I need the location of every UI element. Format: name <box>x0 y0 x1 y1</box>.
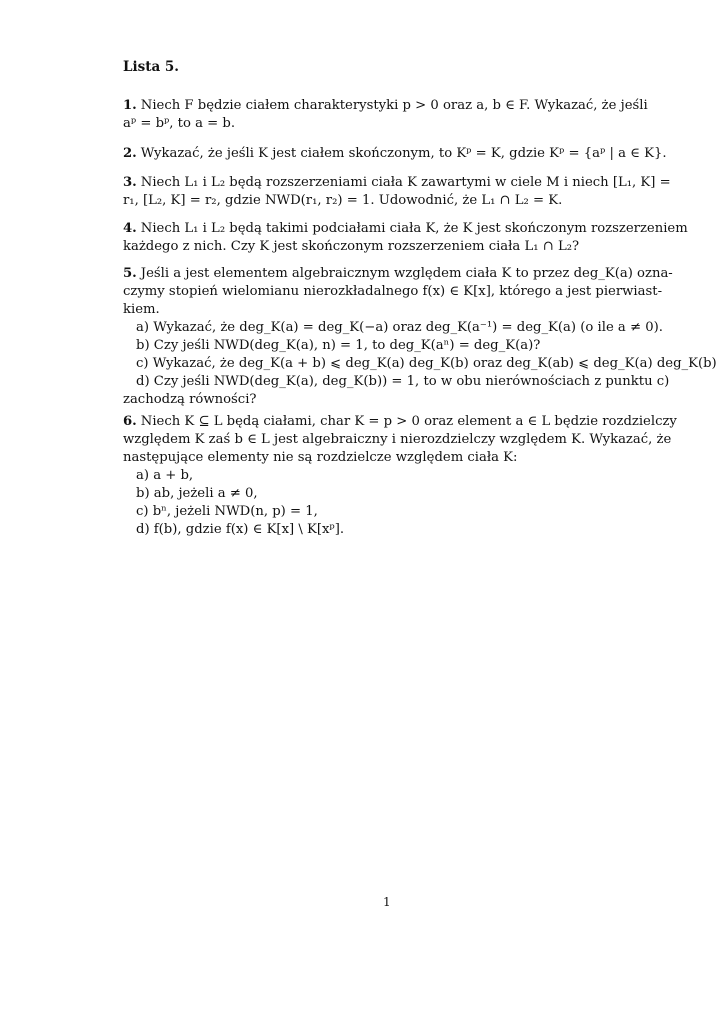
page-number: 1 <box>383 895 391 909</box>
problem-5-sub-a: a) Wykazać, że deg_K(a) = deg_K(−a) oraz deg_K(a⁻¹) = deg_K(a) (o ile a ≠ 0). <box>136 320 663 335</box>
problem-1-line-1: 1. Niech F będzie ciałem charakterystyki p > 0 oraz a, b ∈ F. Wykazać, że jeśli <box>123 98 648 113</box>
problem-3-line-1: 3. Niech L₁ i L₂ będą rozszerzeniami ciała K zawartymi w ciele M i niech [L₁, K] = <box>123 175 671 190</box>
problem-6-line-2: względem K zaś b ∈ L jest algebraiczny i nierozdzielczy względem K. Wykazać, że <box>123 432 672 447</box>
problem-4 <box>123 220 688 256</box>
problem-5-tail: zachodzą równości? <box>123 392 257 407</box>
problem-6-sub-c: c) bⁿ, jeżeli NWD(n, p) = 1, <box>136 504 318 519</box>
problem-5-line-2: czymy stopień wielomianu nierozkładalnego f(x) ∈ K[x], którego a jest pierwiast- <box>123 284 663 299</box>
problem-4-line-1: 4. Niech L₁ i L₂ będą takimi podciałami ciała K, że K jest skończonym rozszerzeniem <box>123 221 688 236</box>
problem-number: 5. <box>123 266 137 281</box>
problem-6-sub-a: a) a + b, <box>136 468 194 483</box>
problem-6-line-3: następujące elementy nie są rozdzielcze względem ciała K: <box>123 450 518 465</box>
problem-6-sub-b: b) ab, jeżeli a ≠ 0, <box>136 486 258 501</box>
problem-number: 1. <box>123 98 137 113</box>
problem-2 <box>123 145 667 163</box>
problem-5-sub-d: d) Czy jeśli NWD(deg_K(a), deg_K(b)) = 1, to w obu nierównościach z punktu c) <box>136 374 670 389</box>
problem-5-line-1: 5. Jeśli a jest elementem algebraicznym względem ciała K to przez deg_K(a) ozna- <box>123 266 673 281</box>
problem-5 <box>123 265 717 409</box>
problem-1-line-2: aᵖ = bᵖ, to a = b. <box>123 116 236 131</box>
problem-5-line-3: kiem. <box>123 302 160 317</box>
problem-2-line-1: 2. Wykazać, że jeśli K jest ciałem skończonym, to Kᵖ = K, gdzie Kᵖ = {aᵖ | a ∈ K}. <box>123 146 667 161</box>
problem-number: 4. <box>123 221 137 236</box>
problem-3 <box>123 174 671 210</box>
problem-6 <box>123 413 677 539</box>
problem-1 <box>123 97 650 133</box>
problem-6-sub-d: d) f(b), gdzie f(x) ∈ K[x] \ K[xᵖ]. <box>136 522 345 537</box>
problem-number: 2. <box>123 146 137 161</box>
problem-number: 3. <box>123 175 137 190</box>
problem-5-sub-c: c) Wykazać, że deg_K(a + b) ⩽ deg_K(a) deg_K(b) oraz deg_K(ab) ⩽ deg_K(a) deg_K(b) <box>136 356 717 371</box>
page-title: Lista 5. <box>123 59 179 75</box>
problem-4-line-2: każdego z nich. Czy K jest skończonym rozszerzeniem ciała L₁ ∩ L₂? <box>123 239 580 254</box>
problem-3-line-2: r₁, [L₂, K] = r₂, gdzie NWD(r₁, r₂) = 1. Udowodnić, że L₁ ∩ L₂ = K. <box>123 193 563 208</box>
problem-number: 6. <box>123 414 137 429</box>
problem-6-line-1: 6. Niech K ⊆ L będą ciałami, char K = p > 0 oraz element a ∈ L będzie rozdzielczy <box>123 414 677 429</box>
problem-5-sub-b: b) Czy jeśli NWD(deg_K(a), n) = 1, to deg_K(aⁿ) = deg_K(a)? <box>136 338 541 353</box>
